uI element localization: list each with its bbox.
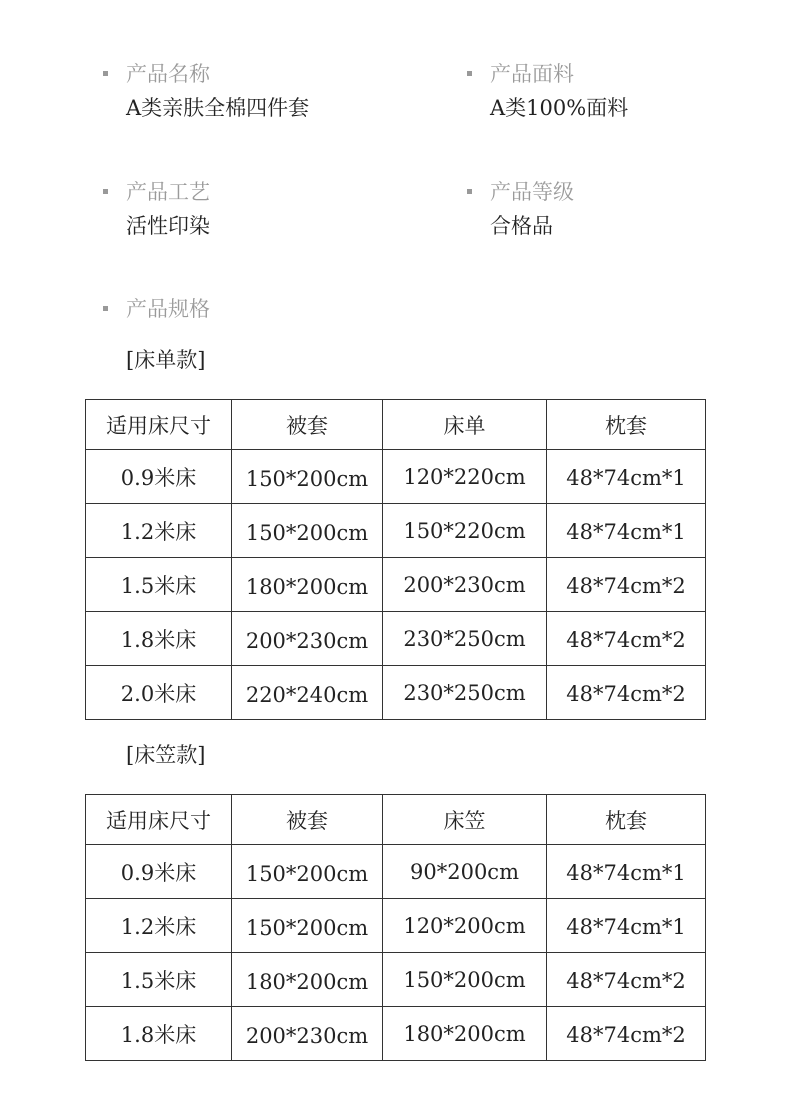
bedsheet-cell: 230*250cm — [383, 666, 547, 720]
pillowcase-cell: 48*74cm*2 — [547, 612, 706, 666]
spec-value: A类亲肤全棉四件套 — [126, 96, 310, 120]
table-row — [86, 845, 706, 899]
fitted-sheet-cell: 150*200cm — [383, 953, 547, 1007]
table-row — [86, 899, 706, 953]
square-bullet-icon — [467, 189, 472, 194]
bedsheet-section-title: [床单款] — [126, 348, 206, 372]
pillowcase-cell: 48*74cm*2 — [547, 558, 706, 612]
square-bullet-icon — [103, 306, 108, 311]
spec-label: 产品等级 — [490, 180, 574, 204]
pillowcase-cell: 48*74cm*2 — [547, 666, 706, 720]
bed-size-cell: 0.9米床 — [86, 450, 232, 504]
table-row — [86, 666, 706, 720]
column-header-bed-size: 适用床尺寸 — [86, 795, 232, 845]
fitted-sheet-cell: 180*200cm — [383, 1007, 547, 1061]
pillowcase-cell: 48*74cm*2 — [547, 953, 706, 1007]
table-row — [86, 504, 706, 558]
bedsheet-cell: 120*220cm — [383, 450, 547, 504]
duvet-cover-cell: 180*200cm — [232, 558, 383, 612]
square-bullet-icon — [467, 71, 472, 76]
bed-size-cell: 1.8米床 — [86, 612, 232, 666]
duvet-cover-cell: 150*200cm — [232, 845, 383, 899]
bed-size-cell: 0.9米床 — [86, 845, 232, 899]
table-row — [86, 953, 706, 1007]
column-header-duvet-cover: 被套 — [232, 400, 383, 450]
bedsheet-cell: 200*230cm — [383, 558, 547, 612]
square-bullet-icon — [103, 189, 108, 194]
spec-label: 产品工艺 — [126, 180, 210, 204]
column-header-bedsheet: 床单 — [383, 400, 547, 450]
duvet-cover-cell: 220*240cm — [232, 666, 383, 720]
duvet-cover-cell: 180*200cm — [232, 953, 383, 1007]
bed-size-cell: 1.5米床 — [86, 953, 232, 1007]
column-header-pillowcase: 枕套 — [547, 400, 706, 450]
column-header-bed-size: 适用床尺寸 — [86, 400, 232, 450]
square-bullet-icon — [103, 71, 108, 76]
duvet-cover-cell: 150*200cm — [232, 899, 383, 953]
spec-value: 合格品 — [490, 214, 553, 238]
fitted-size-table — [85, 794, 706, 1061]
bed-size-cell: 1.5米床 — [86, 558, 232, 612]
duvet-cover-cell: 200*230cm — [232, 612, 383, 666]
bed-size-cell: 1.2米床 — [86, 504, 232, 558]
duvet-cover-cell: 200*230cm — [232, 1007, 383, 1061]
spec-label: 产品面料 — [490, 62, 574, 86]
table-row — [86, 450, 706, 504]
duvet-cover-cell: 150*200cm — [232, 504, 383, 558]
fitted-sheet-cell: 120*200cm — [383, 899, 547, 953]
column-header-duvet-cover: 被套 — [232, 795, 383, 845]
fitted-section-title: [床笠款] — [126, 743, 206, 767]
bed-size-cell: 2.0米床 — [86, 666, 232, 720]
table-header-row — [86, 795, 706, 845]
duvet-cover-cell: 150*200cm — [232, 450, 383, 504]
pillowcase-cell: 48*74cm*2 — [547, 1007, 706, 1061]
spec-label: 产品名称 — [126, 62, 210, 86]
pillowcase-cell: 48*74cm*1 — [547, 504, 706, 558]
pillowcase-cell: 48*74cm*1 — [547, 845, 706, 899]
spec-value: 活性印染 — [126, 214, 210, 238]
bedsheet-cell: 230*250cm — [383, 612, 547, 666]
table-row — [86, 558, 706, 612]
bedsheet-size-table — [85, 399, 706, 720]
pillowcase-cell: 48*74cm*1 — [547, 899, 706, 953]
spec-value: A类100%面料 — [490, 96, 629, 120]
pillowcase-cell: 48*74cm*1 — [547, 450, 706, 504]
table-row — [86, 612, 706, 666]
table-row — [86, 1007, 706, 1061]
table-header-row — [86, 400, 706, 450]
bed-size-cell: 1.8米床 — [86, 1007, 232, 1061]
bed-size-cell: 1.2米床 — [86, 899, 232, 953]
column-header-fitted-sheet: 床笠 — [383, 795, 547, 845]
spec-label: 产品规格 — [126, 297, 210, 321]
fitted-sheet-cell: 90*200cm — [383, 845, 547, 899]
bedsheet-cell: 150*220cm — [383, 504, 547, 558]
column-header-pillowcase: 枕套 — [547, 795, 706, 845]
